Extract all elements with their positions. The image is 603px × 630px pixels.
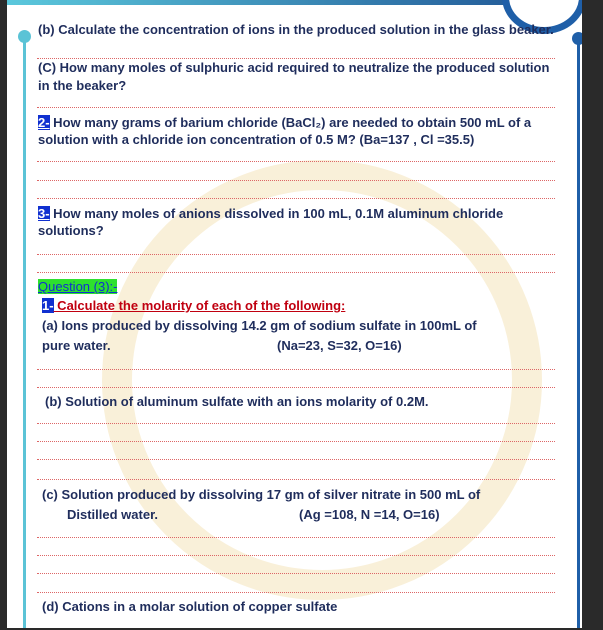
question-3 <box>38 206 503 222</box>
answer-line <box>37 180 555 181</box>
item-c-cont: Distilled water. <box>67 507 159 522</box>
answer-line <box>37 198 555 199</box>
item-c-masses: (Ag =108, N =14, O=16) <box>299 507 440 522</box>
answer-line <box>37 459 555 460</box>
item-c: (c) Solution produced by dissolving 17 gm of silver nitrate in 500 mL of <box>42 487 481 502</box>
question-text: How many moles of anions dissolved in 100 mL, 0.1M aluminum chloride <box>49 206 504 221</box>
question-c: (C) How many moles of sulphuric acid required to neutralize the produced solution <box>38 60 550 75</box>
worksheet-page <box>7 0 582 628</box>
question-2 <box>38 115 531 131</box>
answer-line <box>37 555 555 556</box>
question-2-cont: solution with a chloride ion concentration of 0.5 M? (Ba=137 , Cl =35.5) <box>38 132 475 147</box>
question-c-cont: in the beaker? <box>38 78 127 93</box>
question-number: 3- <box>38 206 50 221</box>
answer-line <box>37 441 555 442</box>
ministry-watermark <box>102 160 542 600</box>
question-number: 2- <box>38 115 50 130</box>
right-border-dot <box>572 32 582 45</box>
answer-line <box>37 479 555 480</box>
item-d: (d) Cations in a molar solution of copper sulfate <box>42 599 338 614</box>
answer-line <box>37 254 555 255</box>
question-3-cont: solutions? <box>38 223 104 238</box>
subheading <box>42 298 345 314</box>
answer-line <box>37 107 555 108</box>
item-b: (b) Solution of aluminum sulfate with an ions molarity of 0.2M. <box>45 394 429 409</box>
answer-line <box>37 387 555 388</box>
answer-line <box>37 423 555 424</box>
answer-line <box>37 537 555 538</box>
answer-line <box>37 369 555 370</box>
question-3-heading: Question (3):- <box>38 279 118 294</box>
answer-line <box>37 58 555 59</box>
question-b: (b) Calculate the concentration of ions in the produced solution in the glass beaker. <box>38 22 554 37</box>
item-number: 1- <box>42 298 54 313</box>
left-border-dot <box>18 30 31 43</box>
question-text: How many grams of barium chloride (BaCl₂) are needed to obtain 500 mL of a <box>49 115 532 130</box>
answer-line <box>37 592 555 593</box>
subheading-text: Calculate the molarity of each of the following: <box>53 298 346 313</box>
section-title <box>38 279 117 295</box>
answer-line <box>37 272 555 273</box>
item-a-cont: pure water. <box>42 338 111 353</box>
item-a: (a) Ions produced by dissolving 14.2 gm of sodium sulfate in 100mL of <box>42 318 477 333</box>
answer-line <box>37 573 555 574</box>
answer-line <box>37 161 555 162</box>
item-a-masses: (Na=23, S=32, O=16) <box>277 338 402 353</box>
header-bar <box>7 0 582 5</box>
right-border-line <box>577 38 580 628</box>
left-border-line <box>23 36 26 628</box>
